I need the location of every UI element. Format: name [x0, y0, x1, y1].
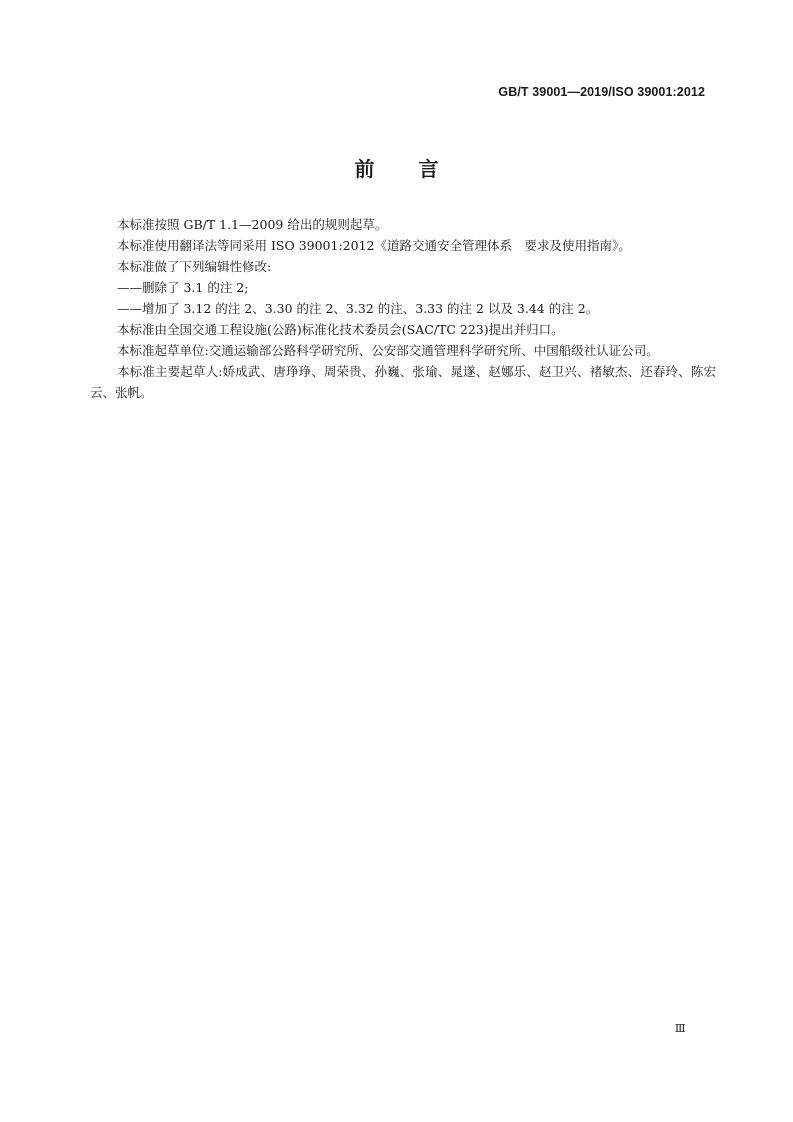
paragraph-drafting-units: 本标准起草单位:交通运输部公路科学研究所、公安部交通管理科学研究所、中国船级社认证公司。: [117, 343, 659, 358]
paragraph-main-drafters: 本标准主要起草人:娇成武、唐琤琤、周荣贵、孙巍、张瑜、晁遂、赵娜乐、赵卫兴、褚敏杰、还春玲、陈宏云、张帆。: [90, 364, 716, 400]
page-number: Ⅲ: [674, 1022, 686, 1035]
list-item-deleted-note: ——删除了 3.1 的注 2;: [117, 280, 249, 295]
paragraph-drafting-rules: 本标准按照 GB/T 1.1—2009 给出的规则起草。: [117, 217, 388, 232]
document-body: [90, 214, 716, 403]
page-title: 前言: [354, 157, 483, 181]
paragraph-translation-method: 本标准使用翻译法等同采用 ISO 39001:2012《道路交通安全管理体系 要求及使用指南》。: [117, 238, 631, 253]
list-item-added-notes: ——增加了 3.12 的注 2、3.30 的注 2、3.32 的注、3.33 的注 2 以及 3.44 的注 2。: [117, 301, 599, 316]
paragraph-editorial-changes: 本标准做了下列编辑性修改:: [117, 259, 272, 274]
paragraph-proposed-by: 本标准由全国交通工程设施(公路)标准化技术委员会(SAC/TC 223)提出并归口。: [117, 322, 564, 337]
standard-number: GB/T 39001—2019/ISO 39001:2012: [498, 85, 705, 99]
